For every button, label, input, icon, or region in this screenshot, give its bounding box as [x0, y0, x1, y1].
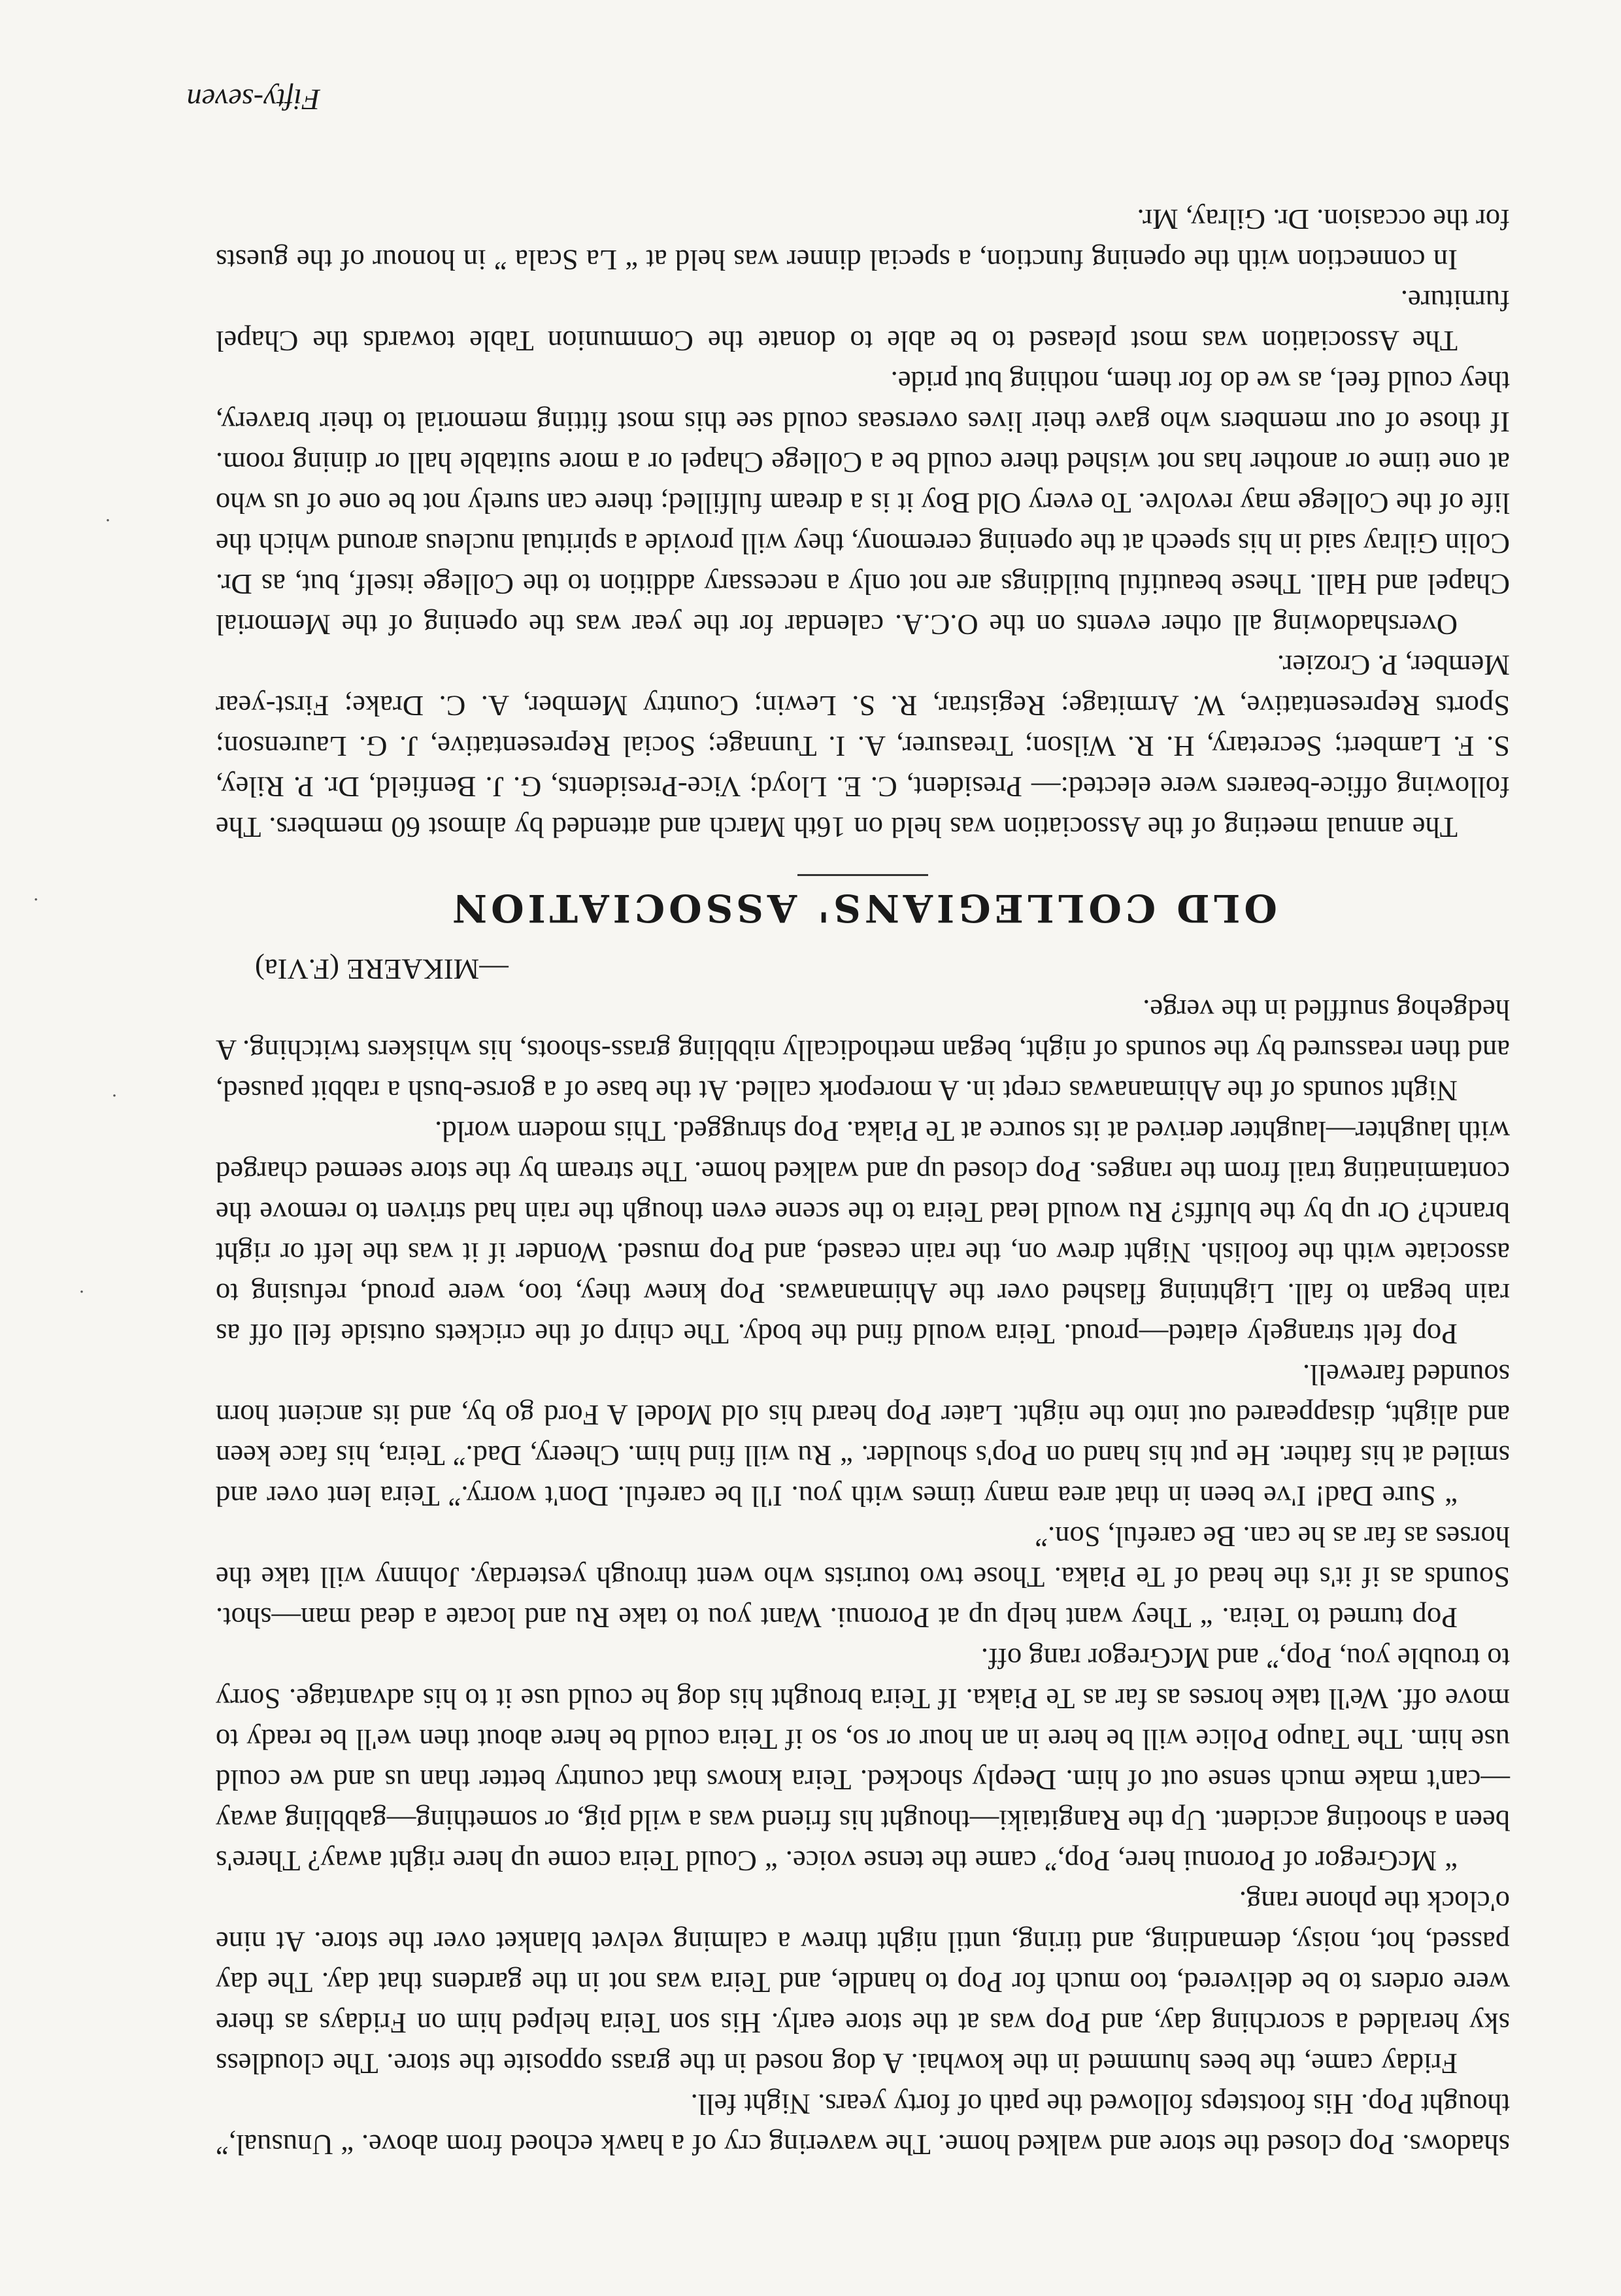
scan-speck: ·	[33, 888, 39, 910]
association-paragraph: The Association was most pleased to be able to donate the Communion Table towards the Chapel furniture.	[216, 284, 1510, 358]
association-paragraph: The annual meeting of the Association was held on 16th March and attended by almost 60 members. The following office-bearers were elected:— President, C. E. Lloyd; Vice-Presidents, G. J. Benfield, Dr. P. Riley, S. F. Lambert; Secretary, H. R. Wilson; Treasurer, A. I. Tunnage; Social Representative, J. G. Laurenson; Sports Representative, W. Armitage; Registrar, R. S. Lewin; Country Member, A. C. Drake; First-year Member, P. Crozier.	[216, 649, 1510, 844]
section-heading: OLD COLLEGIANS' ASSOCIATION	[448, 886, 1277, 930]
scan-speck: ·	[111, 1085, 118, 1106]
story-paragraph: shadows. Pop closed the store and walked home. The wavering cry of a hawk echoed from above. “ Unusual,” thought Pop. His footsteps followed the path of forty years. Night fell.	[216, 2088, 1510, 2161]
story-paragraph: Pop turned to Teira. “ They want help up at Poronui. Want you to take Ru and locate a dead man—shot. Sounds as if it's the head of Te Piaka. Those two tourists who went through yesterday. Johnny will take the horses as far as he can. Be careful, Son.”	[216, 1521, 1510, 1634]
page-body	[216, 199, 1510, 2165]
story-paragraph: Night sounds of the Ahimanawas crept in. A morepork called. At the base of a gorse-bush a rabbit paused, and then reassured by the sounds of night, began methodically nibbling grass-shoots, his whiskers twitching. A hedgehog snuffled in the verge.	[216, 994, 1510, 1107]
story-paragraph: Friday came, the bees hummed in the kowhai. A dog nosed in the grass opposite the store. The cloudless sky heralded a scorching day, and Pop was at the store early. His son Teira helped him on Fridays as there were orders to be delivered, too much for Pop to handle, and Teira was not in the gardens that day. The day passed, hot, noisy, demanding, and tiring, until night threw a calming velvet blanket over the store. At nine o'clock the phone rang.	[216, 1885, 1510, 2080]
association-paragraph: In connection with the opening function, a special dinner was held at “ La Scala ” in honour of the guests for the occasion. Dr. Gilray, Mr.	[216, 203, 1510, 277]
heading-rule	[797, 874, 928, 876]
page-number: Fifty-seven	[186, 83, 320, 116]
story-paragraph: “ McGregor of Poronui here, Pop,” came the tense voice. “ Could Teira come up here right away? There's been a shooting accident. Up the Rangitaiki—thought his friend was a wild pig, or something—gabbling away—can't make much sense out of him. Deeply shocked. Teira knows that country better than us and we could use him. The Taupo Police will be here in an hour or so, so if Teira could be here about then we'll be ready to move off. We'll take horses as far as Te Piaka. If Teira brought his dog he could use it to his advantage. Sorry to trouble you, Pop,” and McGregor rang off.	[216, 1642, 1510, 1878]
association-paragraph: Overshadowing all other events on the O.C.A. calendar for the year was the opening of the Memorial Chapel and Hall. These beautiful buildings are not only a necessary addition to the College itself, but, as Dr. Colin Gilray said in his speech at the opening ceremony, they will provide a spiritual nucleus around which the life of the College may revolve. To every Old Boy it is a dream fulfilled; there can surely not be one of us who at one time or another has not wished there could be a College Chapel or a more suitable hall or dining room. If those of our members who gave their lives overseas could see this most fitting memorial to their bravery, they could feel, as we do for them, nothing but pride.	[216, 365, 1510, 641]
story-signature: —MIKAERE (F.VIa)	[255, 953, 509, 986]
scan-speck: ·	[105, 509, 111, 531]
story-paragraph: Pop felt strangely elated—proud. Teira would find the body. The chirp of the crickets outside fell off as rain began to fall. Lightning flashed over the Ahimanawas. Pop knew they, too, were proud, refusing to associate with the foolish. Night drew on, the rain ceased, and Pop mused. Wonder if it was the left or right branch? Or up by the bluffs? Ru would lead Teira to the scene even though the rain had striven to remove the contaminating trail from the ranges. Pop closed up and walked home. The stream by the store seemed charged with laughter—laughter derived at its source at Te Piaka. Pop shrugged. This modern world.	[216, 1115, 1510, 1351]
story-paragraph: “ Sure Dad! I've been in that area many times with you. I'll be careful. Don't worry.” Teira lent over and smiled at his father. He put his hand on Pop's shoulder. “ Ru will find him. Cheery, Dad.” Teira, his face keen and alight, disappeared out into the night. Later Pop heard his old Model A Ford go by, and its ancient horn sounded farewell.	[216, 1359, 1510, 1513]
scan-speck: ·	[78, 1281, 85, 1302]
